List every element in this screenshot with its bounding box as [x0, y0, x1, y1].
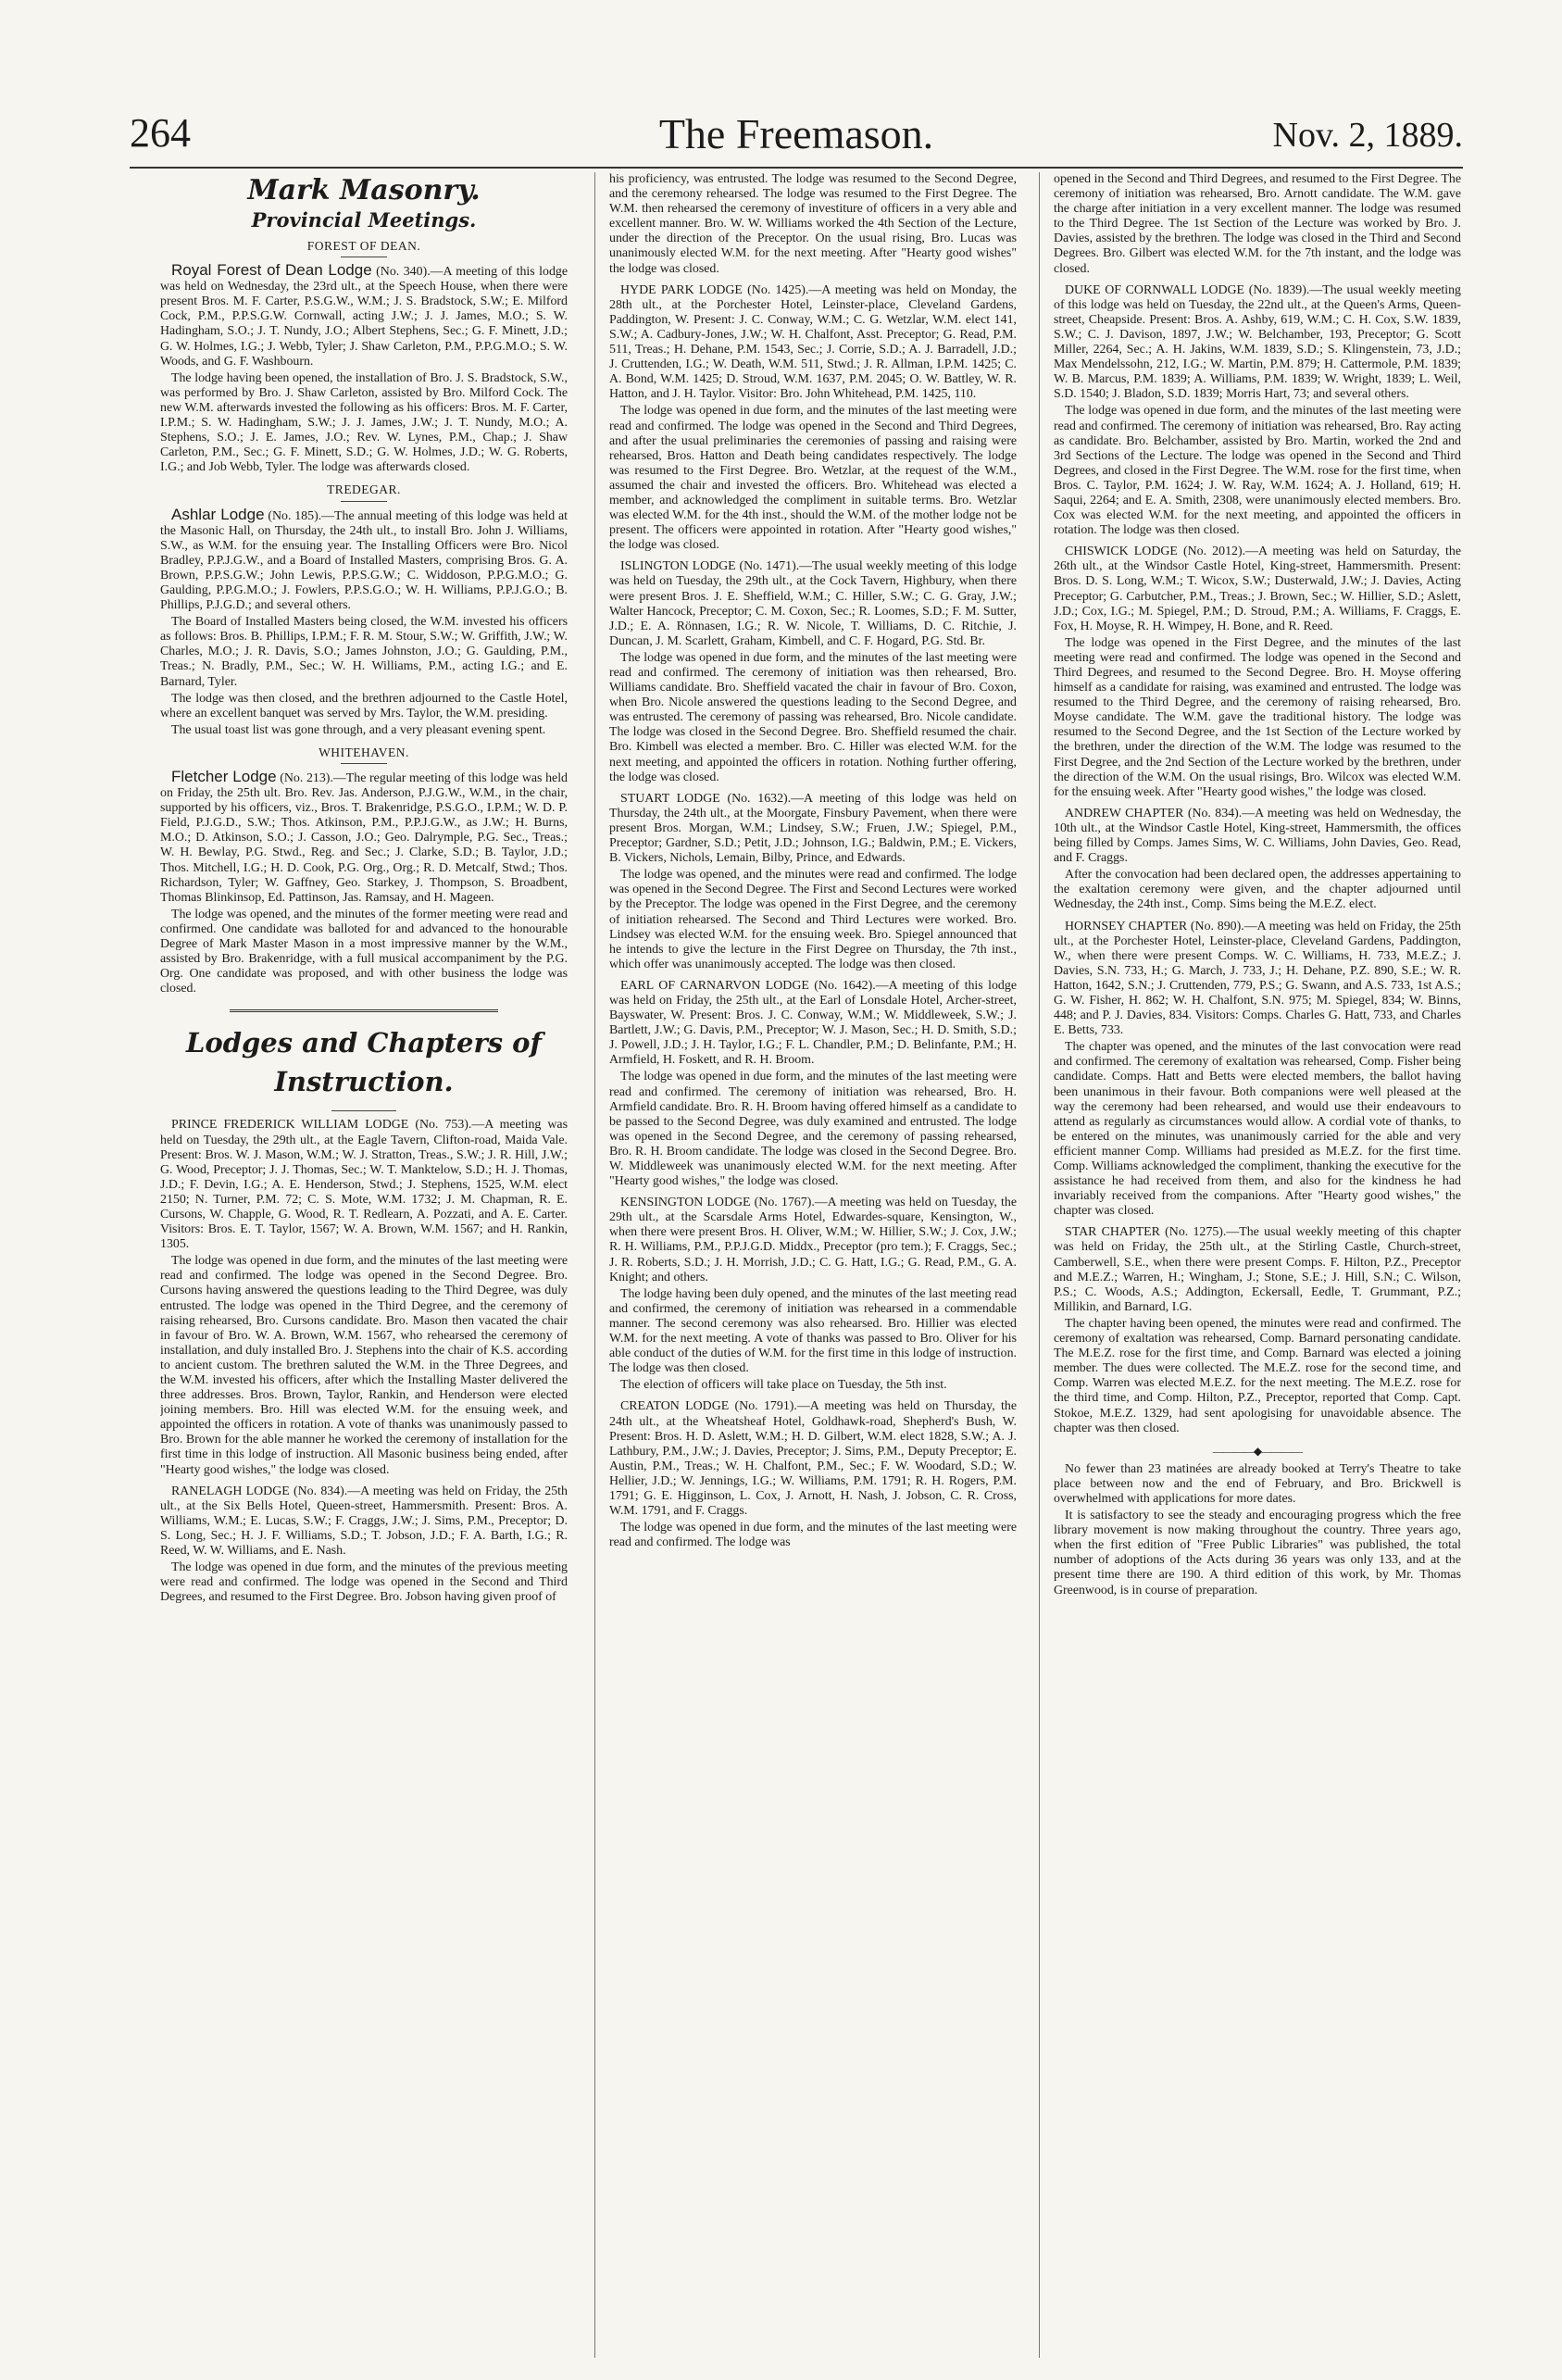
section-title-mark-masonry: Mark Masonry.	[247, 174, 481, 207]
news-item: It is satisfactory to see the steady and encouraging progress which the free library movement is now making throughout the country. Three years ago, when the first edition of "Free Public Libraries" was published, the total number of adoptions of the Acts during 36 years was only 133, and at the present time there are 190. A third edition of this work, by Mr. Thomas Greenwood, is in course of preparation.	[1054, 1509, 1461, 1597]
report-paragraph: The chapter having been opened, the minutes were read and confirmed. The ceremony of exaltation was rehearsed, Comp. Barnard personating candidate. The M.E.Z. rose for the first time, and Comp. Barnard was elected a joining member. The dues were collected. The M.E.Z. rose for the second time, and Comp. Warren was elected M.E.Z. for the next meeting. The M.E.Z. rose for the third time, and Comp. Hilton, P.Z., Preceptor, reported that Comp. Capt. Stokoe, M.E.Z. 1329, had sent apologising for unavoidable absence. The chapter was then closed.	[1054, 1316, 1461, 1435]
report-text: (No. 340).—A meeting of this lodge was held on Wednesday, the 23rd ult., at the Speech House, when there were present Bros. M. F. Carter, P.S.G.W., W.M.; J. S. Bradstock, S.W.; E. Milford Cock, P.M., P.P.S.G.W. Cornwall, acting J.W.; J. J. James, M.O.; S. W. Hadingham, S.O.; J. T. Nundy, J.O.; Albert Stephens, Sec.; G. F. Minett, J.D.; G. W. Holmes, I.G.; J. Webb, Tyler; J. Shaw Carleton, P.M., P.P.G.M.O.; S. W. Woods, and G. F. Washbourn.	[160, 265, 568, 369]
report-paragraph: The lodge was opened in due form, and the minutes of the last meeting were read and confirmed. The ceremony of initiation was rehearsed, Bro. H. Armfield candidate. Bro. R. H. Broom having offered himself as a candidate to be passed to the Second Degree, was duly examined and entrusted. The lodge was opened in the Second Degree, and the ceremony of passing rehearsed, Bro. R. H. Broom candidate. The lodge was closed in the Second Degree. Bro. W. Middleweek was unanimously elected W.M. for the next meeting. After "Hearty good wishes," the lodge was closed.	[609, 1070, 1017, 1189]
report-paragraph: The lodge was opened in due form, and the minutes of the last meeting were read and confirmed. The lodge was	[609, 1521, 1017, 1550]
lodge-report: EARL OF CARNARVON LODGE (No. 1642).—A meeting of this lodge was held on Friday, the 25th ult., at the Earl of Lonsdale Hotel, Archer-street, Bayswater, W. Present: Bros. J. C. Conway, W.M.; W. Middleweek, S.W.; J. Bartlett, J.W.; G. Davis, P.M., Preceptor; W. J. Mason, Sec.; H. D. Smith, S.D.; J. Powell, J.D.; J. H. Taylor, I.G.; F. L. Chandler, P.M.; D. Belinfante, P.M.; H. Armfield, H. Foskett, and R. H. Broom.	[609, 978, 1017, 1068]
report-paragraph: The usual toast list was gone through, and a very pleasant evening spent.	[171, 722, 546, 737]
column-1	[160, 172, 568, 2372]
section-title-lodges-of-instruction: Lodges and Chapters of Instruction.	[185, 1027, 542, 1098]
report-paragraph: The Board of Installed Masters being closed, the W.M. invested his officers as follows: Bros. B. Phillips, I.P.M.; F. R. M. Stour, S.W.; W. Griffith, J.W.; W. Charles, M.O.; J. R. Davis, S.O.; James Johnston, J.O.; G. Gaulding, P.M., Treas.; N. Bradly, P.M., Sec.; W. H. Williams, P.M., acting I.G.; and E. Barnard, Tyler.	[160, 615, 568, 689]
page-number: 264	[130, 110, 191, 156]
lodge-report: PRINCE FREDERICK WILLIAM LODGE (No. 753).—A meeting was held on Tuesday, the 29th ult., at the Eagle Tavern, Clifton-road, Maida Vale. Present: Bros. W. J. Mason, W.M.; W. J. Stratton, Treas., S.W.; J. R. Hill, J.W.; G. Wood, Preceptor; J. J. Thomas, Sec.; W. T. Manktelow, S.D.; H. J. Thomas, J.D.; F. Devin, I.G.; A. E. Henderson, Stwd.; J. Stephens, 1525, W.M. elect 2150; N. Turner, P.M. 72; C. S. Mote, W.M. 1732; J. M. Chapman, R. E. Cursons, W. Chapple, G. Wood, R. T. Redlearn, A. Pozzati, and A. E. Carter. Visitors: Bros. E. T. Taylor, 1567; W. A. Brown, W.M. 1567; and H. Rankin, 1305.	[160, 1118, 568, 1252]
report-paragraph: The lodge was opened, and the minutes of the former meeting were read and confirmed. One candidate was balloted for and advanced to the honourable Degree of Mark Master Mason in a most impressive manner by the W.M., assisted by Bro. Brakenridge, with a full musical accompaniment by the P.G. Org. One candidate was proposed, and with other business the lodge was closed.	[160, 907, 568, 996]
issue-date: Nov. 2, 1889.	[1272, 116, 1463, 155]
report-text: (No. 185).—The annual meeting of this lodge was held at the Masonic Hall, on Thursday, the 24th ult., to install Bro. John J. Williams, S.W., as W.M. for the ensuing year. The Installing Officers were Bro. Nicol Bradley, P.P.J.G.W., and a Board of Installed Masters, comprising Bros. G. A. Brown, P.P.S.G.W.; John Lewis, P.P.S.G.W.; C. Widdoson, P.P.G.M.O.; G. Gaulding, P.P.G.M.O.; J. Fowlers, P.P.S.G.O.; W. H. Williams, P.P.J.G.O.; B. Phillips, P.J.G.D.; and several others.	[160, 508, 568, 613]
divider	[341, 501, 387, 502]
lodge-report: RANELAGH LODGE (No. 834).—A meeting was held on Friday, the 25th ult., at the Six Bells Hotel, Queen-street, Hammersmith. Present: Bros. A. Williams, W.M.; E. Lucas, S.W.; F. Craggs, J.W.; J. Sims, P.M., Preceptor; D. S. Long, Sec.; H. J. F. Williams, S.D.; T. Jobson, J.D.; F. A. Barth, I.G.; R. Reed, W. W. Williams, and E. Nash.	[160, 1484, 568, 1559]
lodge-report: STUART LODGE (No. 1632).—A meeting of this lodge was held on Thursday, the 24th ult., at the Moorgate, Finsbury Pavement, when there were present Bros. Morgan, W.M.; Lindsey, S.W.; Fruen, J.W.; Spiegel, P.M., Preceptor; Gardner, S.D.; Petit, J.D.; Johnson, I.G.; Baldwin, P.M.; E. Vickers, B. Vickers, Nichols, Lemain, Bilby, Prince, and Edwards.	[609, 791, 1017, 866]
report-paragraph: The chapter was opened, and the minutes of the last convocation were read and confirmed. The ceremony of exaltation was rehearsed, Comp. Fisher being candidate. Comps. Hatt and Betts were elected members, the ballot having been unanimous in their favour. Both companions were well pleased at the way the ceremony had been rehearsed, and would use their endeavours to attend as regularly as circumstances would allow. A cordial vote of thanks, to be entered on the minutes, was unanimously carried for the able and very efficient manner Comp. Williams had presided as M.E.Z. for the first time. Comp. Williams acknowledged the compliment, thanking the executive for the assistance he had received from them, and also for the kindness he had invariably received from the companions. After "Hearty good wishes," the chapter was closed.	[1054, 1040, 1461, 1219]
continued-text: opened in the Second and Third Degrees, and resumed to the First Degree. The ceremony of initiation was rehearsed, Bro. Arnott candidate. The W.M. gave the charge after initiation in a very excellent manner. The lodge was resumed to the Third Degree. The 1st Section of the Lecture was worked by Bro. J. Davies, assisted by the brethren. The lodge was closed in the Third and Second Degrees. Bro. Gilbert was elected W.M. for the 7th instant, and the lodge was closed.	[1054, 172, 1461, 276]
double-rule	[230, 1009, 498, 1014]
lodge-report	[160, 263, 568, 370]
chapter-report: HORNSEY CHAPTER (No. 890).—A meeting was held on Friday, the 25th ult., at the Porchester Hotel, Leinster-place, Cleveland Gardens, Paddington, W., when there were present Comps. W. C. Williams, H. 733, M.E.Z.; J. Davies, S.N. 733, H.; G. March, J. 733, J.; H. Dehane, P.Z. 890, S.E.; W. R. Hatton, 1642, S.N.; J. Cruttenden, 779, P.S.; G. Swann, and A.S. 733, 1st A.S.; G. W. Fisher, H. 862; W. H. Chalfont, S.N. 975; M. Spiegel, 834; W. Binns, 448; and P. J. Davies, 834. Visitors: Comps. Charles G. Hatt, 733, and Charles E. Betts, 733.	[1054, 919, 1461, 1038]
place-heading: FOREST OF DEAN.	[306, 239, 421, 253]
report-paragraph: After the convocation had been declared open, the addresses appertaining to the exaltation ceremony were given, and the chapter adjourned until Wednesday, the 24th inst., Comp. Sims being the M.E.Z. elect.	[1054, 868, 1461, 912]
report-paragraph: The lodge was opened in due form, and the minutes of the previous meeting were read and confirmed. The lodge was opened in the Second and Third Degrees, and resumed to the First Degree. Bro. Jobson having given proof of	[160, 1560, 568, 1605]
ornament-divider: ————◆————	[1212, 1444, 1303, 1458]
lodge-report: ISLINGTON LODGE (No. 1471).—The usual weekly meeting of this lodge was held on Tuesday, the 29th ult., at the Cock Tavern, Highbury, when there were present Bros. J. E. Sheffield, W.M.; C. Hiller, S.W.; C. G. Gray, J.W.; Walter Hancock, Preceptor; C. M. Coxon, Sec.; R. Loomes, S.D.; F. M. Sutter, J.D.; E. A. Rönnasen, I.G.; R. W. Nicole, T. Williams, D. C. Ritchie, J. Duncan, J. M. Scarlett, Graham, Kimbell, and C. F. Hogard, P.G. Std. Br.	[609, 559, 1017, 648]
report-paragraph: The lodge was opened in due form, and the minutes of the last meeting were read and confirmed. The lodge was opened in the Second Degree. Bro. Cursons having answered the questions leading to the Third Degree, was duly entrusted. The lodge was opened in the Third Degree, and the ceremony of raising rehearsed, Bro. Cursons candidate. Bro. Mason then vacated the chair in favour of Bro. W. A. Brown, W.M. 1567, who rehearsed the ceremony of installation, and duly installed Bro. J. Stephens into the chair of K.S. according to ancient custom. The brethren saluted the W.M. in the Three Degrees, and the W.M. invested his officers, after which the Installing Master delivered the three addresses. Bros. Brown, Taylor, Rankin, and Henderson were elected joining members. Bro. Hill was elected W.M. for the ensuing week, and appointed the officers in rotation. A vote of thanks was unanimously passed to Bro. Brown for the able manner he worked the ceremony of installation for the first time in this lodge of instruction. All Masonic business being ended, after "Hearty good wishes," the lodge was closed.	[160, 1254, 568, 1477]
divider	[341, 763, 387, 764]
lodge-name: Fletcher Lodge	[171, 768, 277, 785]
lodge-report	[160, 770, 568, 906]
place-heading: WHITEHAVEN.	[319, 745, 409, 759]
continued-text: his proficiency, was entrusted. The lodge was resumed to the Second Degree, and the ceremony rehearsed. The lodge was resumed to the First Degree. The W.M. then rehearsed the ceremony of investiture of officers in a very able and excellent manner. Bro. W. W. Williams worked the 4th Section of the Lecture, under the direction of the Preceptor. On the usual rising, Bro. Lucas was unanimously elected W.M. for the next meeting. After "Hearty good wishes" the lodge was closed.	[609, 172, 1017, 276]
masthead-rule	[130, 167, 1463, 169]
lodge-report: DUKE OF CORNWALL LODGE (No. 1839).—The usual weekly meeting of this lodge was held on Tuesday, the 22nd ult., at the Queen's Arms, Queen-street, Cheapside. Present: Bros. A. Ashby, 619, W.M.; C. H. Cox, S.W. 1839, S.W.; C. J. Davison, 1897, J.W.; W. Belchamber, 193, Preceptor; G. Scott Miller, 2264, Sec.; A. H. Jakins, W.M. 1839, S.D.; S. Klingenstein, 73, J.D.; Max Mendelssohn, 212, I.G.; W. Martin, P.M. 879; H. Cattermole, P.M. 1839; W. B. Marcus, P.M. 1839; A. Williams, P.M. 1839; W. Wright, 1839; L. Weil, S.D. 1540; J. Bladon, S.D. 1839; Morris Hart, 73; and several others.	[1054, 282, 1461, 402]
report-text: (No. 213).—The regular meeting of this lodge was held on Friday, the 25th ult. Bro. Rev. Jas. Anderson, P.J.G.W., W.M., in the chair, supported by his officers, viz., Bros. T. Brakenridge, P.S.G.O., I.P.M.; W. D. P. Field, P.J.G.D., S.W.; Thos. Atkinson, P.M., P.P.J.G.W., as J.W.; H. Burns, M.O.; D. Atkinson, S.O.; J. Casson, J.O.; Geo. Dalrymple, P.G. Sec., Treas.; W. H. Bewlay, P.G. Stwd., Reg. and Sec.; J. Clarke, S.D.; B. Taylor, J.D.; Thos. Mitchell, I.G.; H. D. Cook, P.G. Org., Org.; R. D. Metcalf, Stwd.; Thos. Richardson, Tyler; W. Gaffney, Geo. Starkey, J. Thompson, S. Broadbent, Thomas Blinkinsop, Ed. Pattinson, Jas. Ramsay, and H. Mageen.	[160, 771, 568, 905]
chapter-report: STAR CHAPTER (No. 1275).—The usual weekly meeting of this chapter was held on Friday, the 25th ult., at the Stirling Castle, Church-street, Camberwell, S.E., when there were present Comps. F. Hilton, P.Z., Preceptor and M.E.Z.; Warren, H.; Wingham, J.; Stone, S.E.; J. Hill, S.N.; C. Wilson, P.S.; C. Woods, A.S.; Addington, Eckersall, Eedle, T. Grummant, P.Z.; Millikin, and Barnard, I.G.	[1054, 1225, 1461, 1314]
report-paragraph: The lodge was opened in due form, and the minutes of the last meeting were read and confirmed. The ceremony of initiation was then rehearsed, Bro. Williams candidate. Bro. Sheffield vacated the chair in favour of Bro. Coxon, when Bro. Nicole answered the questions leading to the Second Degree, and was entrusted. The ceremony of passing was rehearsed, Bro. Nicole candidate. The lodge was closed in the Second Degree. Bro. Sheffield resumed the chair. Bro. Kimbell was elected a member. Bro. C. Hiller was elected W.M. for the next meeting, and appointed the officers in rotation. Nothing further offering, the lodge was closed.	[609, 650, 1017, 784]
report-paragraph: The lodge was opened in the First Degree, and the minutes of the last meeting were read and confirmed. The lodge was opened in the Second and Third Degrees, and resumed to the Second Degree. Bro. H. Moyse offering himself as a candidate for raising, was examined and entrusted. The lodge was resumed to the Third Degree, and the ceremony of raising rehearsed, Bro. Moyse candidate. The W.M. gave the traditional history. The lodge was resumed to the Second Degree, and the 1st Section of the Lecture worked by the brethren, under the direction of the W.M. The lodge was resumed to the First Degree, and the 2nd Section of the Lecture worked by the brethren, under the direction of the W.M. On the usual risings, Bro. Wilcox was elected W.M. for the ensuing week. After "Hearty good wishes," the lodge was closed.	[1054, 635, 1461, 799]
column-divider	[594, 172, 595, 2358]
report-paragraph: The election of officers will take place on Tuesday, the 5th inst.	[620, 1378, 947, 1393]
lodge-report: KENSINGTON LODGE (No. 1767).—A meeting was held on Tuesday, the 29th ult., at the Scarsdale Arms Hotel, Edwardes-square, Kensington, W., when there were present Bros. H. Oliver, W.M.; W. Hillier, S.W.; J. Cox, J.W.; R. H. Williams, P.M., P.P.J.G.D. Middx., Preceptor (pro tem.); F. Craggs, Sec.; J. R. Roberts, S.D.; J. H. Morrish, J.D.; C. G. Hatt, I.G.; G. Read, P.M., G. A. Knight; and others.	[609, 1196, 1017, 1284]
column-3	[1054, 172, 1461, 2372]
lodge-name: Royal Forest of Dean Lodge	[171, 261, 372, 280]
place-heading: TREDEGAR.	[327, 482, 401, 497]
divider	[331, 1110, 396, 1111]
masthead	[130, 109, 1463, 165]
report-paragraph: The lodge having been opened, the installation of Bro. J. S. Bradstock, S.W., was performed by Bro. J. Shaw Carleton, assisted by Bro. Milford Cock. The new W.M. afterwards invested the following as his officers: Bros. M. F. Carter, I.P.M.; S. W. Hadingham, S.W.; J. J. James, J.W.; J. T. Nundy, M.O.; A. Stephens, S.O.; J. E. James, J.O.; Rev. W. Lynes, P.M., Chap.; J. Shaw Carleton, P.M., Sec.; G. F. Minett, S.D.; G. W. Holmes, J.D.; W. G. Roberts, I.G.; and Job Webb, Tyler. The lodge was afterwards closed.	[160, 370, 568, 475]
chapter-report: ANDREW CHAPTER (No. 834).—A meeting was held on Wednesday, the 10th ult., at the Windsor Castle Hotel, King-street, Hammersmith, the offices being filled by Comps. James Sims, W. C. Williams, John Davies, Geo. Read, and F. Craggs.	[1054, 806, 1461, 866]
lodge-report	[160, 507, 568, 614]
lodge-report: HYDE PARK LODGE (No. 1425).—A meeting was held on Monday, the 28th ult., at the Porchester Hotel, Leinster-place, Cleveland Gardens, Paddington, W. Present: J. C. Conway, W.M.; C. G. Wetzlar, W.M. elect 141, S.W.; A. Cadbury-Jones, J.W.; W. H. Chalfont, Asst. Preceptor; G. Read, P.M. 511, Treas.; H. Dehane, P.M. 1543, Sec.; J. Corrie, S.D.; A. J. Barradell, J.D.; J. Cruttenden, I.G.; W. Death, W.M. 511, Stwd.; J. R. Allman, I.P.M. 1425; C. A. Bond, W.M. 1425; D. Stroud, W.M. 1637, P.M. 2045; O. W. Battley, W. R. Hatton, and J. H. Taylor. Visitor: Bro. John Whitehead, P.M. 1425, 110.	[609, 282, 1017, 402]
column-2	[609, 172, 1017, 2372]
report-paragraph: The lodge having been duly opened, and the minutes of the last meeting read and confirmed, the ceremony of initiation was rehearsed in a commendable manner. The second ceremony was also rehearsed. Bro. Hillier was elected W.M. for the next meeting. A vote of thanks was passed to Bro. Oliver for his able conduct of the duties of W.M. for the first time in this lodge of instruction. The lodge was then closed.	[609, 1286, 1017, 1376]
lodge-name: Ashlar Lodge	[171, 505, 265, 523]
news-item: No fewer than 23 matinées are already booked at Terry's Theatre to take place between now and the end of February, and Bro. Brickwell is overwhelmed with applications for more dates.	[1054, 1461, 1461, 1506]
report-paragraph: The lodge was opened in due form, and the minutes of the last meeting were read and confirmed. The lodge was opened in the Second and Third Degrees, and after the usual preliminaries the ceremonies of passing and raising were rehearsed, Bros. Hatton and Death being candidates respectively. The lodge was resumed to the First Degree. Bro. Wetzlar, at the request of the W.M., assumed the chair and invested the officers. Bro. Whitehead was elected a member, and acknowledged the compliment in suitable terms. Bro. Wetzlar was elected W.M. for the 4th inst., should the W.M. of the mother lodge not be present. The officers were appointed in rotation. After "Hearty good wishes," the lodge was closed.	[609, 404, 1017, 553]
lodge-report: CHISWICK LODGE (No. 2012).—A meeting was held on Saturday, the 26th ult., at the Windsor Castle Hotel, King-street, Hammersmith. Present: Bros. D. S. Long, W.M.; T. Wicox, S.W.; Dusterwald, J.W.; J. Davies, Acting Preceptor; G. Carbutcher, P.M., Treas.; J. Brown, Sec.; W. Hillier, S.D.; Aslett, J.D.; Cox, I.G.; M. Spiegel, P.M.; D. Stroud, P.M.; A. Williams, F. Craggs, E. Fox, H. Moyse, R. H. Wimpey, H. Bone, and R. Reed.	[1054, 545, 1461, 633]
section-subtitle-provincial-meetings: Provincial Meetings.	[251, 208, 477, 232]
newspaper-title: The Freemason.	[658, 110, 934, 157]
report-paragraph: The lodge was opened, and the minutes were read and confirmed. The lodge was opened in the Second Degree. The First and Second Lectures were worked by the Preceptor. The lodge was opened in the First Degree, and the ceremony of initiation rehearsed. The Second and Third Lectures were worked. Bro. Lindsey was elected W.M. for the ensuing week. Bro. Spiegel announced that he intends to give the lecture in the First Degree on Thursday, the 7th inst., which offer was unanimously accepted. The lodge was then closed.	[609, 868, 1017, 971]
lodge-report: CREATON LODGE (No. 1791).—A meeting was held on Thursday, the 24th ult., at the Wheatsheaf Hotel, Goldhawk-road, Shepherd's Bush, W. Present: Bros. H. D. Aslett, W.M.; H. D. Gilbert, W.M. elect 1828, S.W.; A. J. Lathbury, P.M., J.W.; J. Davies, Preceptor; J. Sims, P.M., Deputy Preceptor; E. Austin, P.M., Treas.; W. H. Chalfont, P.M., Sec.; F. W. Woodard, S.D.; W. Hellier, J.D.; W. Jennings, I.G.; W. Williams, P.M. 1791; R. H. Rogers, P.M. 1791; G. E. Higginson, L. Cox, J. Arnott, H. Nash, J. Jobson, C. R. Cross, W.M. 1791, and F. Craggs.	[609, 1399, 1017, 1519]
column-divider	[1039, 172, 1040, 2358]
report-paragraph: The lodge was then closed, and the brethren adjourned to the Castle Hotel, where an excellent banquet was served by Mrs. Taylor, the W.M. presiding.	[160, 691, 568, 720]
report-paragraph: The lodge was opened in due form, and the minutes of the last meeting were read and confirmed. The ceremony of initiation was rehearsed, Bro. Ray acting as candidate. Bro. Belchamber, assisted by Bro. Martin, worked the 2nd and 3rd Sections of the Lecture. The lodge was opened in the Second and Third Degrees, and closed in the First Degree. The W.M. rose for the first time, when Bros. C. Taylor, P.M. 1624; J. W. Ray, W.M. 1624; A. J. Holland, 619; H. Saqui, 2264; and E. A. Smith, 2308, were unanimously elected members. Bro. Cox was elected W.M. for the next meeting, and appointed the officers in rotation. The lodge was then closed.	[1054, 404, 1461, 538]
